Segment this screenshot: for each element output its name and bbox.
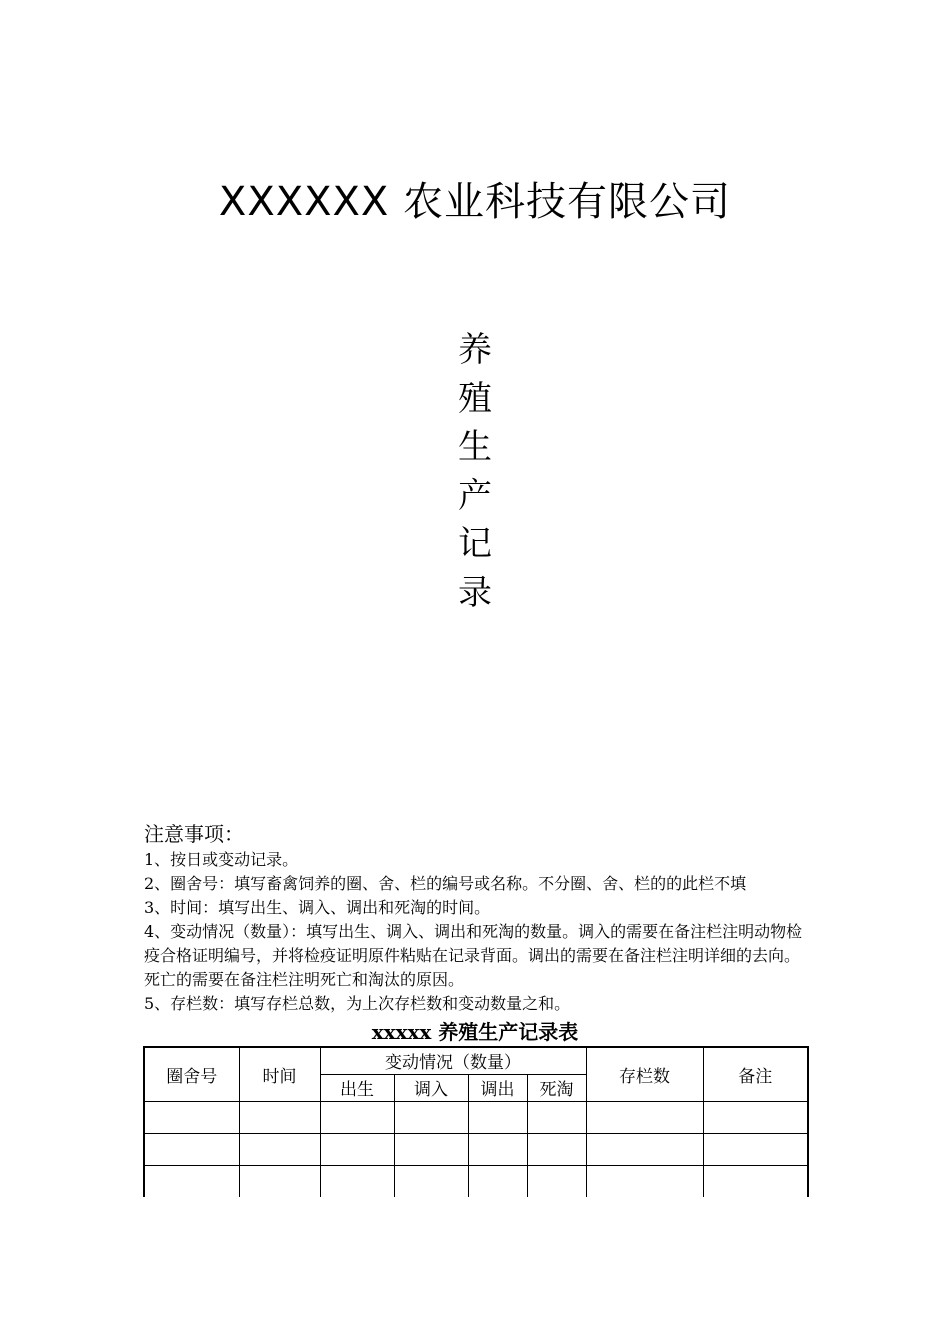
table-title: xxxxx 养殖生产记录表	[371, 1020, 579, 1044]
table-row	[144, 1101, 808, 1133]
record-table	[143, 1046, 809, 1197]
document-title-char: 生	[458, 427, 492, 467]
table-cell[interactable]	[468, 1133, 527, 1165]
table-cell[interactable]	[320, 1101, 394, 1133]
table-cell[interactable]	[394, 1133, 468, 1165]
table-row	[144, 1165, 808, 1197]
document-title-char: 殖	[458, 378, 492, 419]
note-item: 2、圈舍号：填写畜禽饲养的圈、舍、栏的编号或名称。不分圈、舍、栏的的此栏不填	[144, 874, 747, 893]
note-item: 4、变动情况（数量）：填写出生、调入、调出和死淘的数量。调入的需要在备注栏注明动物检疫合格证明编号，并将检疫证明原件粘贴在记录背面。调出的需要在备注栏注明详细的去向。死亡的需要在备注栏注明死亡和淘汰的原因。	[144, 922, 803, 989]
header-birth: 出生	[320, 1074, 394, 1101]
header-pen: 圈舍号	[144, 1047, 239, 1101]
document-title-char: 养	[458, 330, 492, 370]
table-cell[interactable]	[320, 1133, 394, 1165]
header-time: 时间	[239, 1047, 320, 1101]
table-cell[interactable]	[527, 1133, 586, 1165]
table-cell[interactable]	[586, 1133, 703, 1165]
table-cell[interactable]	[394, 1101, 468, 1133]
document-title-char: 产	[458, 475, 492, 516]
table-cell[interactable]	[527, 1101, 586, 1133]
table-cell[interactable]	[703, 1101, 808, 1133]
table-cell[interactable]	[239, 1165, 320, 1197]
table-cell[interactable]	[527, 1165, 586, 1197]
header-death: 死淘	[527, 1074, 586, 1101]
header-change: 变动情况（数量）	[320, 1047, 586, 1074]
table-cell[interactable]	[394, 1165, 468, 1197]
note-item: 3、时间：填写出生、调入、调出和死淘的时间。	[144, 898, 491, 917]
table-cell[interactable]	[320, 1165, 394, 1197]
note-item: 5、存栏数：填写存栏总数，为上次存栏数和变动数量之和。	[144, 994, 571, 1013]
document-title-char: 记	[458, 524, 492, 564]
note-item: 1、按日或变动记录。	[144, 850, 299, 869]
table-cell[interactable]	[144, 1101, 239, 1133]
notes-heading: 注意事项：	[144, 822, 244, 846]
document-title-char: 录	[458, 572, 492, 613]
header-stock: 存栏数	[586, 1047, 703, 1101]
table-cell[interactable]	[468, 1165, 527, 1197]
header-remark: 备注	[703, 1047, 808, 1101]
header-out: 调出	[468, 1074, 527, 1101]
table-cell[interactable]	[703, 1165, 808, 1197]
company-name: XXXXXX 农业科技有限公司	[218, 179, 732, 225]
table-cell[interactable]	[239, 1101, 320, 1133]
table-cell[interactable]	[144, 1165, 239, 1197]
table-cell[interactable]	[586, 1101, 703, 1133]
table-cell[interactable]	[239, 1133, 320, 1165]
table-cell[interactable]	[468, 1101, 527, 1133]
table-row	[144, 1133, 808, 1165]
notes-section	[144, 820, 814, 1016]
document-title	[440, 326, 510, 617]
table-cell[interactable]	[144, 1133, 239, 1165]
header-in: 调入	[394, 1074, 468, 1101]
table-cell[interactable]	[703, 1133, 808, 1165]
table-cell[interactable]	[586, 1165, 703, 1197]
